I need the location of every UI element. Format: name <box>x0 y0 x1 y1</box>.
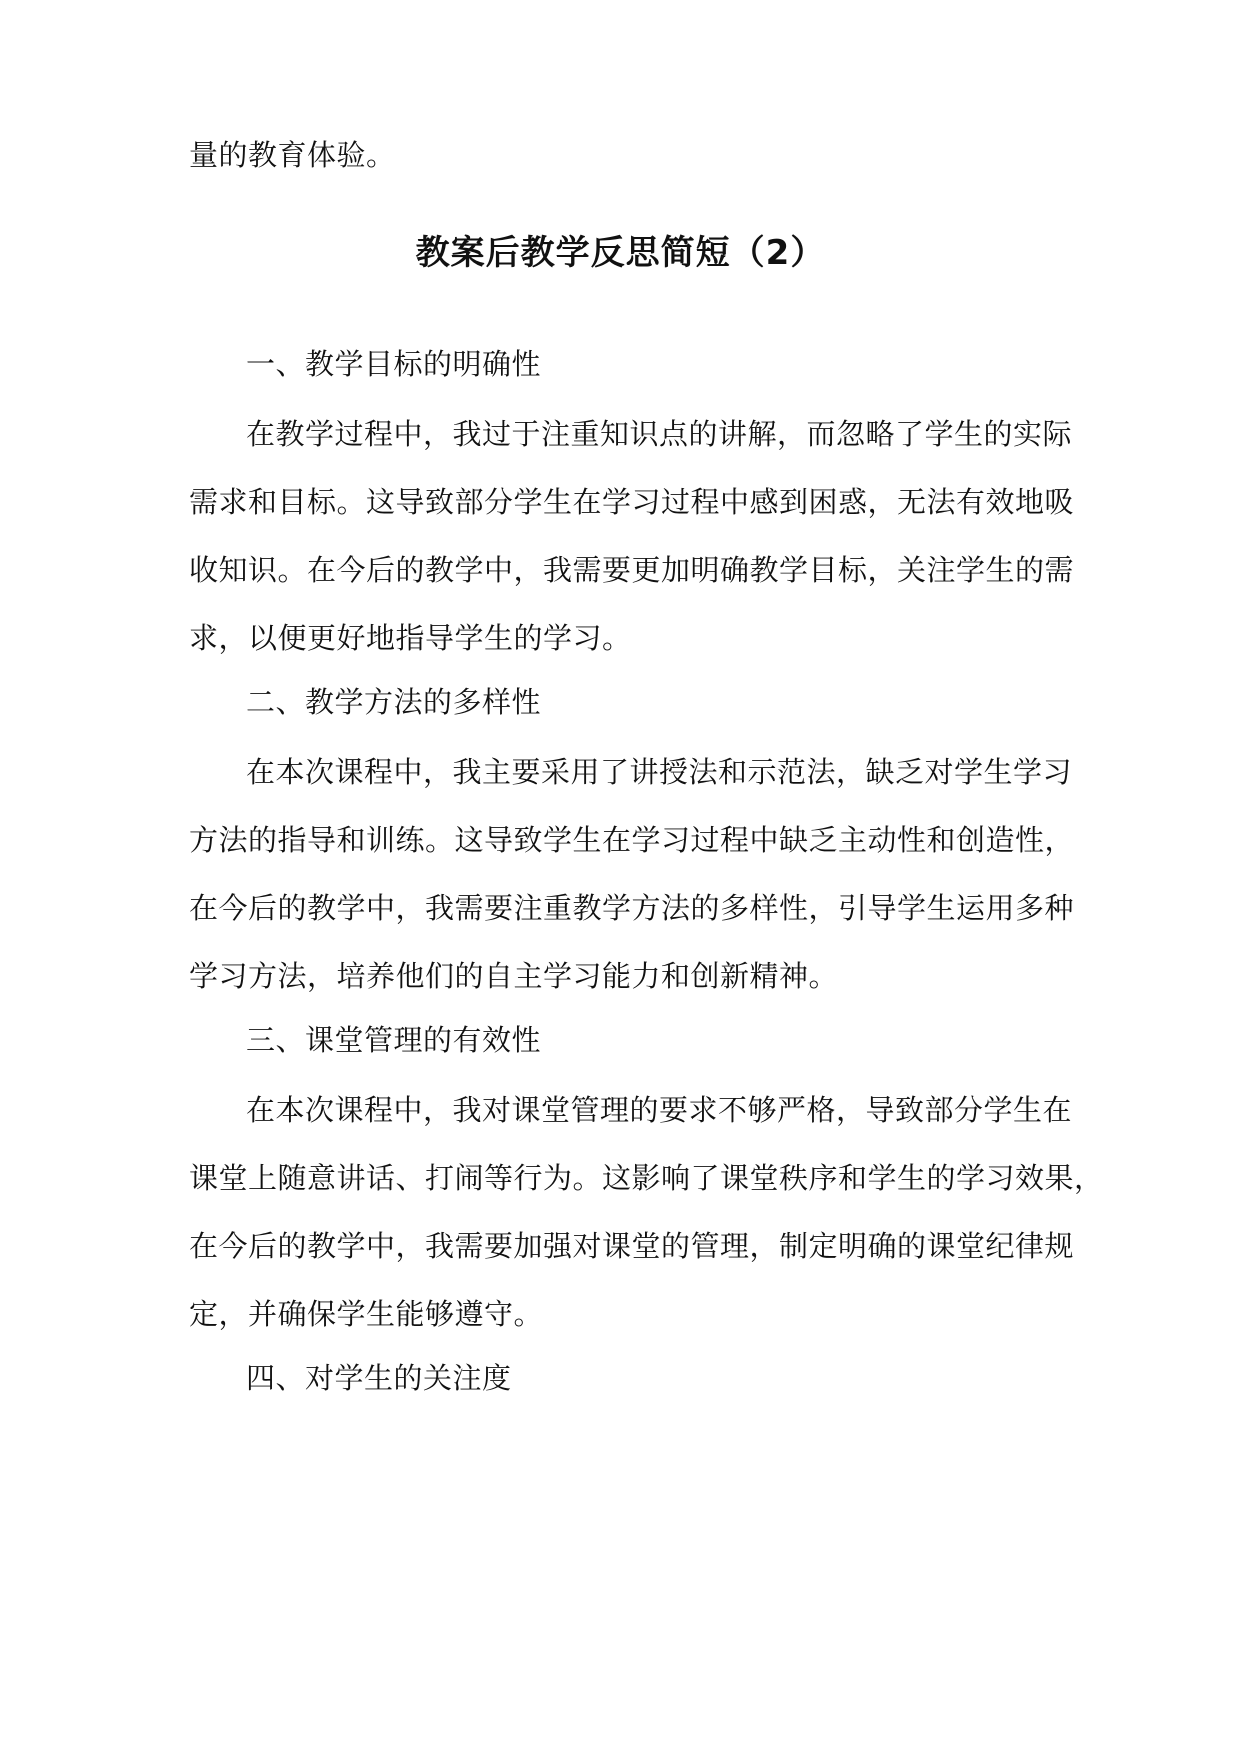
paragraph-3-line-3: 在今后的教学中，我需要加强对课堂的管理，制定明确的课堂纪律规 <box>189 1229 1075 1263</box>
paragraph-2-line-4: 学习方法，培养他们的自主学习能力和创新精神。 <box>189 959 839 993</box>
heading-2: 二、教学方法的多样性 <box>246 685 542 719</box>
continuation-text: 量的教育体验。 <box>189 138 396 172</box>
heading-3: 三、课堂管理的有效性 <box>246 1023 542 1057</box>
paragraph-2-line-2: 方法的指导和训练。这导致学生在学习过程中缺乏主动性和创造性， <box>189 823 1075 857</box>
section-title: 教案后教学反思简短（2） <box>415 233 826 273</box>
paragraph-1-line-2: 需求和目标。这导致部分学生在学习过程中感到困惑，无法有效地吸 <box>189 485 1075 519</box>
heading-1: 一、教学目标的明确性 <box>246 347 542 381</box>
paragraph-2-line-3: 在今后的教学中，我需要注重教学方法的多样性，引导学生运用多种 <box>189 891 1075 925</box>
paragraph-1-line-4: 求，以便更好地指导学生的学习。 <box>189 621 632 655</box>
paragraph-1-line-3: 收知识。在今后的教学中，我需要更加明确教学目标，关注学生的需 <box>189 553 1075 587</box>
heading-4: 四、对学生的关注度 <box>246 1361 512 1395</box>
paragraph-2-line-1: 在本次课程中，我主要采用了讲授法和示范法，缺乏对学生学习 <box>246 755 1073 789</box>
paragraph-3-line-1: 在本次课程中，我对课堂管理的要求不够严格，导致部分学生在 <box>246 1093 1073 1127</box>
paragraph-3-line-4: 定，并确保学生能够遵守。 <box>189 1297 544 1331</box>
paragraph-1-line-1: 在教学过程中，我过于注重知识点的讲解，而忽略了学生的实际 <box>246 417 1073 451</box>
paragraph-3-line-2: 课堂上随意讲话、打闹等行为。这影响了课堂秩序和学生的学习效果， <box>189 1161 1104 1195</box>
